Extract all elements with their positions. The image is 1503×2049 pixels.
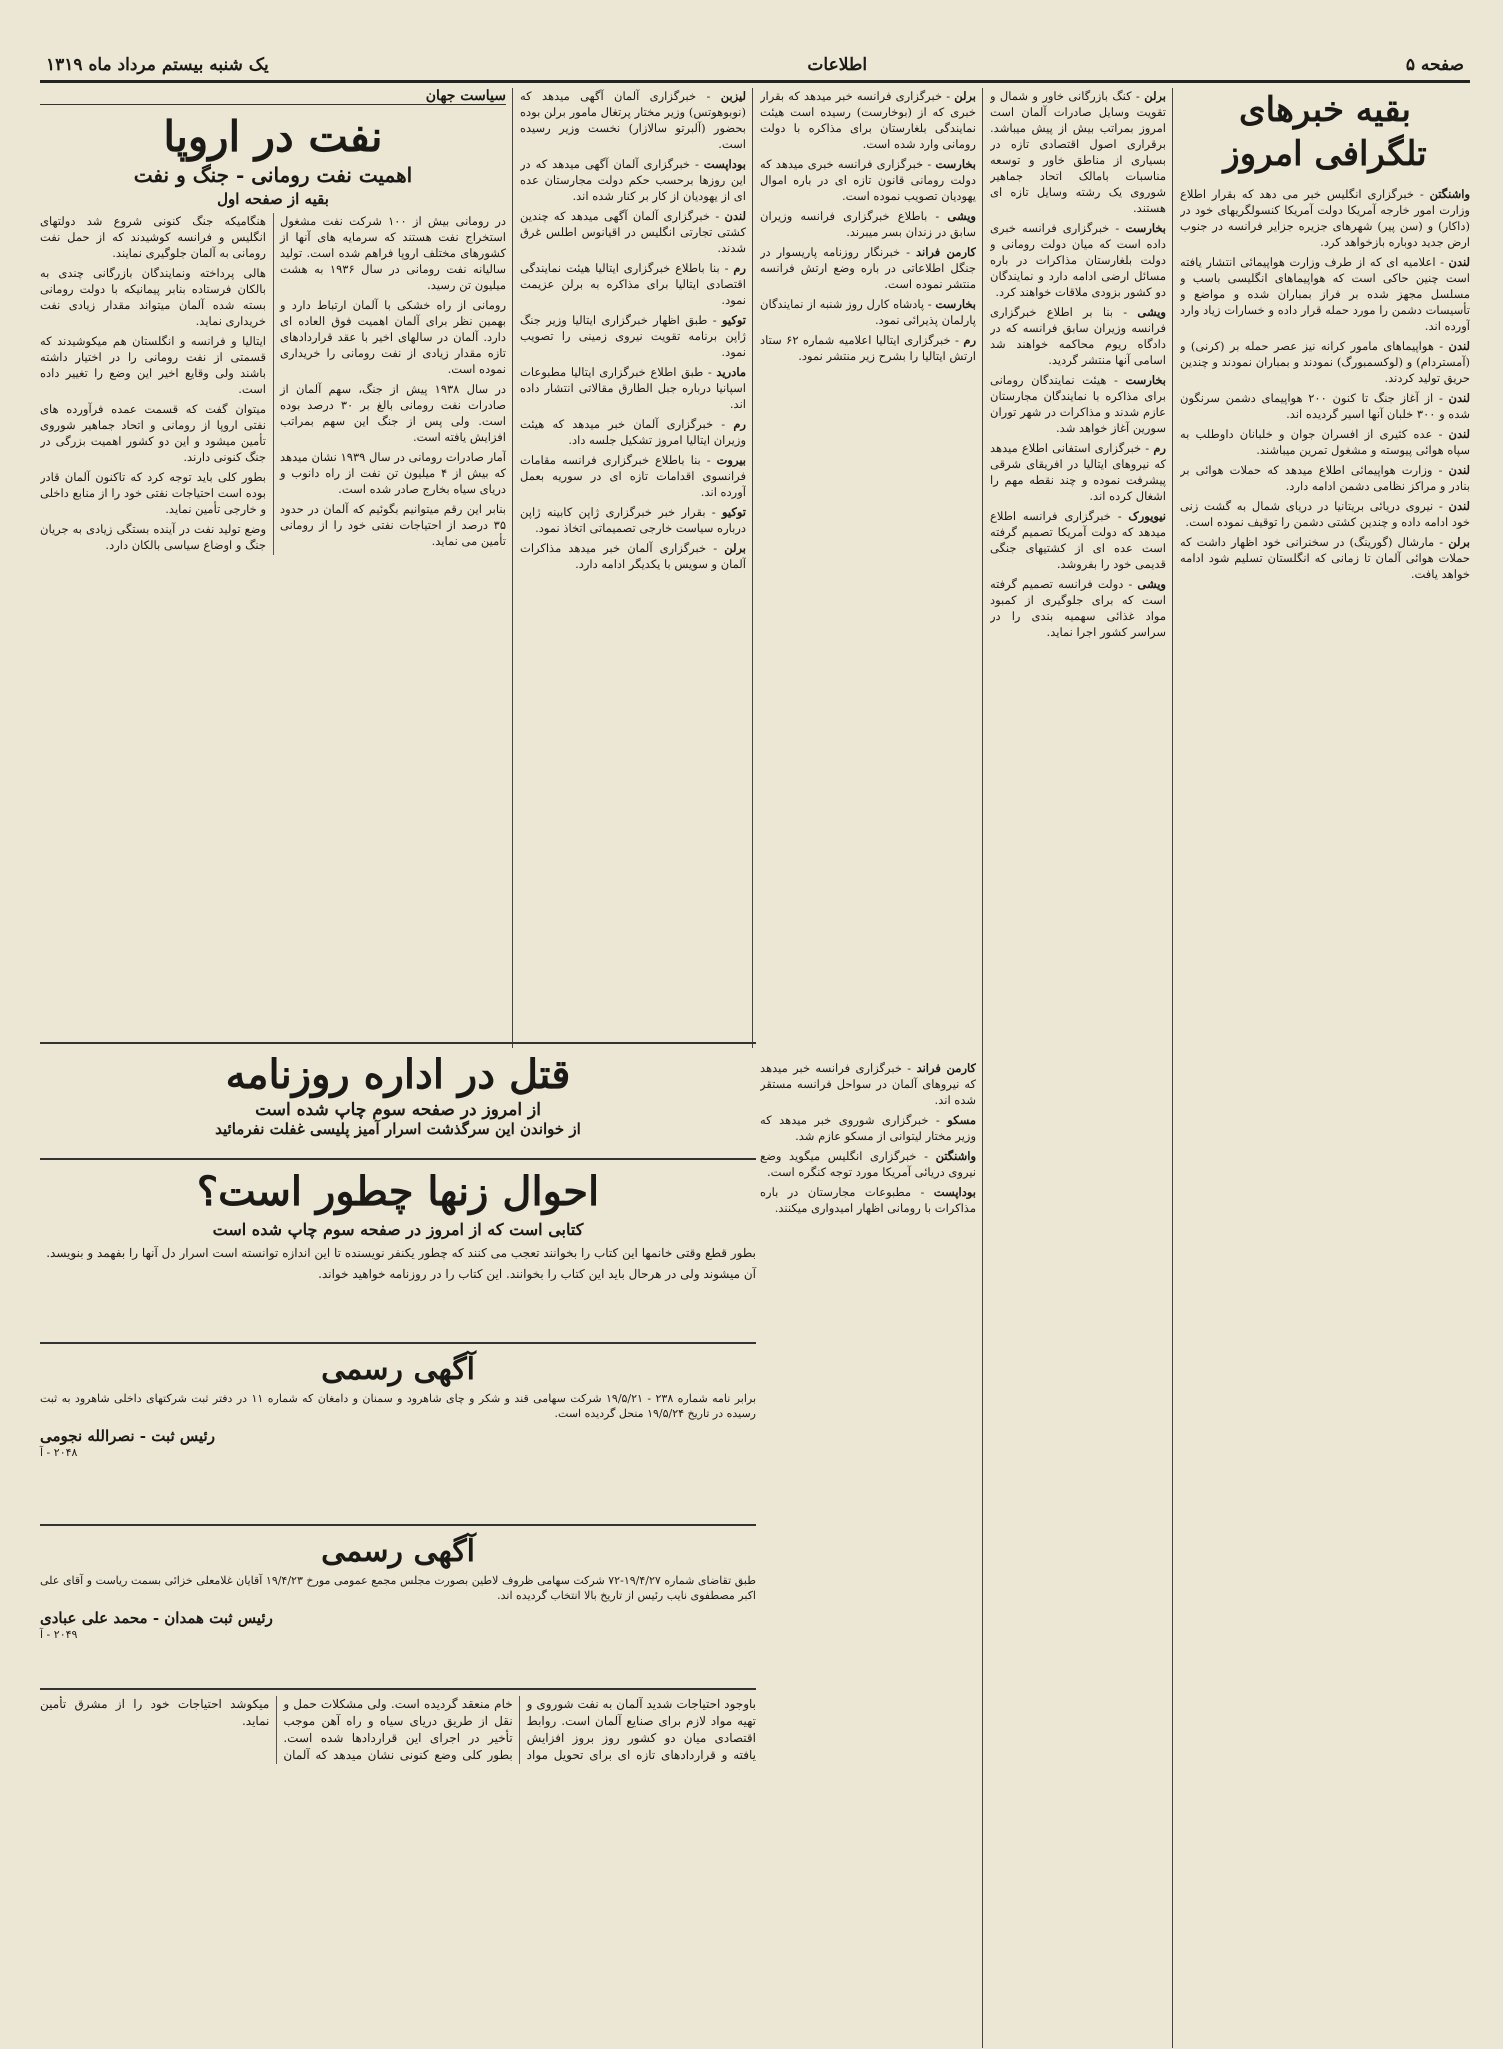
news-item: واشنگتن - خبرگزاری انگلیس خبر می دهد که بقرار اطلاع وزارت امور خارجه آمریکا دولت آمریکا کنسولگریهای خود در (داکار) و (سن پیر) شهرهای جزیره جزایر فرانسه در جنوب ارض جدید دوباره بازخواهد کرد. [1180, 187, 1470, 249]
women-subhead: کتابی است که از امروز در صفحه سوم چاپ شده است [212, 1220, 584, 1239]
news-text: باطلاع خبرگزاری فرانسه وزیران سابق در زندان بسر میبرند. [760, 209, 976, 239]
dateline: لندن [1448, 339, 1470, 353]
news-text: بنا باطلاع خبرگزاری ایتالیا هیئت نمایندگی اقتصادی ایتالیا برای مذاکره به برلن عزیمت نمود. [520, 261, 746, 307]
telegraph-column [1180, 88, 1470, 2048]
official-notice-1 [40, 1348, 756, 1518]
news-text: خبرنگار روزنامه پاریسوار در جنگل اطلاعاتی در باره وضع ارتش فرانسه منتشر نموده است. [760, 245, 976, 291]
news-item: بیروت - بنا باطلاع خبرگزاری فرانسه مقامات فرانسوی اقدامات تازه ای در سوریه بعمل آورده اند. [520, 453, 746, 499]
news-text: - خبرگزاری انگلیس میگوید وضع نیروی دریائی آمریکا مورد توجه کنگره است. [760, 1149, 976, 1179]
news-item: لندن - خبرگزاری آلمان آگهی میدهد که چندین کشتی تجارتی انگلیس در اقیانوس اطلس غرق شدند. [520, 209, 746, 255]
news-text: خبرگزاری فرانسه خبری داده است که میان دولت رومانی و دولت بلغارستان مذاکرات در باره مسائل ارضی ادامه دارد و نمایندگان دو کشور بزودی ملاقات خواهند کرد. [990, 221, 1166, 299]
women-paragraphs [40, 1245, 756, 1283]
news-text: بنا بر اطلاع خبرگزاری فرانسه وزیران سابق فرانسه که در دادگاه ریوم محاکمه خواهند شد اسامی آنها منتشر گردید. [990, 305, 1166, 367]
news-item: لندن - هواپیماهای مامور کرانه نیز عصر حمله بر (کرنی) و (آمستردام) و (لوکسمبورگ) نمودند و بمباران نمودند و چندین حریق تولید کردند. [1180, 339, 1470, 385]
paragraph: آن میشوند ولی در هرحال باید این کتاب را بخوانند. این کتاب را در روزنامه خواهید خواند. [318, 1267, 756, 1281]
dateline: برلن [724, 541, 746, 555]
news-item: رم - خبرگزاری آلمان خبر میدهد که هیئت وزیران ایتالیا امروز تشکیل جلسه داد. [520, 417, 746, 447]
notice-title: آگهی رسمی [321, 1534, 475, 1569]
dateline: لندن [1448, 255, 1470, 269]
official-notice-2 [40, 1530, 756, 1680]
dateline: لیزبن [720, 89, 746, 103]
telegraph-headline: بقیه خبرهای تلگرافی امروز [1223, 90, 1427, 174]
dateline: کارمن فراند [916, 1061, 976, 1075]
news-text: - خبرگزاری فرانسه خبر میدهد که نیروهای آلمان در سواحل فرانسه مستقر شده اند. [760, 1061, 976, 1107]
news-column-3-lower [760, 1060, 976, 2010]
dateline: ویشی [1137, 577, 1166, 591]
dateline: برلن [1144, 89, 1166, 103]
dateline: مادرید [716, 365, 746, 379]
news-column-4 [520, 88, 746, 1053]
dateline: بیروت [716, 453, 746, 467]
section-rule [40, 1158, 756, 1160]
news-text: خبرگزاری آلمان آگهی میدهد که (نوبوهوتس) وزیر مختار پرتغال مامور برلن بوده بحضور (آلبرتو سالازار) نخست وزیر رسیده است. [520, 89, 746, 151]
news-text: دولت فرانسه تصمیم گرفته است که برای جلوگیری از کمبود مواد غذائی سهمیه بندی را در سراسر کشور اجرا نماید. [990, 577, 1166, 639]
news-text: از آغاز جنگ تا کنون ۲۰۰ هواپیمای دشمن سرنگون شده و ۳۰۰ خلبان آنها اسیر گردیده اند. [1180, 391, 1470, 421]
section-rule [40, 1688, 756, 1690]
paragraph: بطور قطع وقتی خانمها این کتاب را بخوانند تعجب می کنند که چطور یکنفر نویسنده تا این اندازه توانسته است اسرار دل آنها را بفهمد و بنویسد. [46, 1246, 756, 1260]
news-item: لندن - عده کثیری از افسران جوان و خلبانان داوطلب به سپاه هوائی پیوسته و مشغول تمرین میباشند. [1180, 427, 1470, 457]
masthead [40, 50, 1470, 83]
news-text: - مطبوعات مجارستان در باره مذاکرات با رومانی اظهار امیدواری میکنند. [760, 1185, 976, 1215]
news-item [760, 1148, 976, 1180]
dateline: بوداپست [933, 1185, 976, 1199]
news-item: بخارست - خبرگزاری فرانسه خبری میدهد که دولت رومانی قانون تازه ای در باره اموال یهودیان تصویب نموده است. [760, 157, 976, 203]
news-item: رم - خبرگزاری ایتالیا اعلامیه شماره ۶۲ ستاد ارتش ایتالیا را بشرح زیر منتشر نمود. [760, 333, 976, 363]
news-item: نیویورک - خبرگزاری فرانسه اطلاع میدهد که دولت آمریکا تصمیم گرفته است عده ای از کشتیهای جنگی قدیمی خود را بفروشد. [990, 509, 1166, 571]
dateline: توکیو [721, 313, 746, 327]
section-rule [40, 1342, 756, 1344]
news-text: خبرگزاری فرانسه اطلاع میدهد که دولت آمریکا تصمیم گرفته است عده ای از کشتیهای جنگی قدیمی خود را بفروشد. [990, 509, 1166, 571]
paragraph: میتوان گفت که قسمت عمده فرآورده های نفتی اروپا از رومانی و اتحاد جماهیر شوروی تأمین میشود و این دو کشور اهمیت بزرگی در جنگ کنونی دارند. [40, 402, 266, 464]
news-item: برلن - کنگ بازرگانی خاور و شمال و تقویت وسایل صادرات آلمان است امروز بمراتب بیش از پیش میباشد. برقراری اصول اقتصادی تازه در بسیاری از مناطق خاور و توسعه مناسبات بامالک اتحاد جماهیر شوروی یک رشته وسایل تازه ای هستند. [990, 89, 1166, 215]
col4-items [520, 88, 746, 572]
paragraph: در رومانی بیش از ۱۰۰ شرکت نفت مشغول استخراج نفت هستند که سرمایه های آنها از کشورهای مختلف اروپا فراهم شده است. تولید سالیانه نفت رومانی در سال ۱۹۳۶ به هشت میلیون تن رسید. [280, 214, 506, 292]
news-item: توکیو - بقرار خبر خبرگزاری ژاپن کابینه ژاپن درباره سیاست خارجی تصمیماتی اتخاذ نمود. [520, 505, 746, 535]
dateline: لندن [1448, 427, 1470, 441]
news-column-3 [760, 88, 976, 1053]
dateline: لندن [1448, 391, 1470, 405]
news-item: لندن - وزارت هواپیمائی اطلاع میدهد که حملات هوائی بر بنادر و مراکز نظامی دشمن ادامه دارد. [1180, 463, 1470, 493]
dateline: بخارست [935, 297, 976, 311]
dateline: رم [963, 333, 976, 347]
dateline: رم [733, 417, 746, 431]
news-item: توکیو - طبق اظهار خبرگزاری ایتالیا وزیر جنگ ژاپن برنامه تقویت نیروی زمینی را تصویب نمود. [520, 313, 746, 359]
notice-title: آگهی رسمی [321, 1352, 475, 1387]
news-item: کارمن فراند - خبرنگار روزنامه پاریسوار در جنگل اطلاعاتی در باره وضع ارتش فرانسه منتشر نموده است. [760, 245, 976, 291]
news-item: بخارست - خبرگزاری فرانسه خبری داده است که میان دولت رومانی و دولت بلغارستان مذاکرات در باره مسائل ارضی ادامه دارد و نمایندگان دو کشور بزودی ملاقات خواهند کرد. [990, 221, 1166, 299]
oil-paragraphs [40, 213, 506, 555]
news-text: هیئت نمایندگان رومانی برای مذاکره با نمایندگان مجارستان عازم شدند و مذاکرات در شهر توران سورین آغاز خواهد شد. [990, 373, 1166, 435]
dateline: ویشی [1137, 305, 1166, 319]
women-headline: احوال زنها چطور است؟ [196, 1168, 600, 1215]
news-text: مارشال (گورینگ) در سخنرانی خود اظهار داشت که حملات هوائی آلمان تا زمانی که انگلستان تسلیم شود ادامه خواهد یافت. [1180, 535, 1470, 581]
section-rule [40, 1524, 756, 1526]
section-label: سیاست جهان [40, 88, 506, 105]
paragraph: ایتالیا و فرانسه و انگلستان هم میکوشیدند که قسمتی از نفت رومانی را در اختیار داشته باشند ولی وقایع اخیر این وضع را تغییر داده است. [40, 334, 266, 396]
col3-items [760, 88, 976, 364]
murder-line2: از خواندن این سرگذشت اسرار آمیز پلیسی غفلت نفرمائید [215, 1120, 581, 1138]
oil-headline: نفت در اروپا [163, 112, 383, 161]
dateline: رم [733, 261, 746, 275]
news-item: لندن - از آغاز جنگ تا کنون ۲۰۰ هواپیمای دشمن سرنگون شده و ۳۰۰ خلبان آنها اسیر گردیده اند. [1180, 391, 1470, 421]
column-divider [752, 88, 753, 1048]
dateline: رم [1153, 441, 1166, 455]
news-text: وزارت هواپیمائی اطلاع میدهد که حملات هوائی بر بنادر و مراکز نظامی دشمن ادامه دارد. [1180, 463, 1470, 493]
news-text: خبرگزاری فرانسه خبری میدهد که دولت رومانی قانون تازه ای در باره اموال یهودیان تصویب نموده است. [760, 157, 976, 203]
news-text: خبرگزاری آلمان خبر میدهد که هیئت وزیران ایتالیا امروز تشکیل جلسه داد. [520, 417, 746, 447]
dateline: توکیو [721, 505, 746, 519]
notice-signature: رئیس ثبت همدان - محمد علی عبادی [40, 1609, 273, 1627]
paragraph: هنگامیکه جنگ کنونی شروع شد دولتهای انگلیس و فرانسه کوشیدند که از حمل نفت رومانی به آلمان جلوگیری نمایند. [40, 214, 266, 260]
news-text: خبرگزاری ایتالیا اعلامیه شماره ۶۲ ستاد ارتش ایتالیا را بشرح زیر منتشر نمود. [760, 333, 976, 363]
murder-promo [40, 1050, 756, 1150]
column-divider [982, 88, 983, 2048]
news-item: ویشی - باطلاع خبرگزاری فرانسه وزیران سابق در زندان بسر میبرند. [760, 209, 976, 239]
news-text: کنگ بازرگانی خاور و شمال و تقویت وسایل صادرات آلمان است امروز بمراتب بیش از پیش میباشد. برقراری اصول اقتصادی تازه در بسیاری از مناطق خاور و توسعه مناسبات بامالک اتحاد جماهیر شوروی یک رشته وسایل تازه ای هستند. [990, 89, 1166, 215]
telegraph-items [1180, 186, 1470, 582]
issue-date: یک شنبه بیستم مرداد ماه ۱۳۱۹ [46, 55, 269, 75]
news-item: برلن - خبرگزاری فرانسه خبر میدهد که بقرار خبری که از (بوخارست) رسیده است هیئت نمایندگی بلغارستان برای مذاکره با دولت رومانی وارد شده است. [760, 89, 976, 151]
news-text: - خبرگزاری شوروی خبر میدهد که وزیر مختار لیتوانی از مسکو عازم شد. [760, 1113, 976, 1143]
women-promo [40, 1166, 756, 1336]
paper-name: اطلاعات [807, 55, 868, 75]
dateline: لندن [1448, 499, 1470, 513]
notice-signature: رئیس ثبت - نصرالله نجومی [40, 1427, 215, 1445]
murder-line1: از امروز در صفحه سوم چاپ شده است [255, 1100, 541, 1120]
dateline: واشنگتن [935, 1149, 976, 1163]
murder-headline: قتل در اداره روزنامه [225, 1051, 571, 1098]
news-text: طبق اظهار خبرگزاری ایتالیا وزیر جنگ ژاپن برنامه تقویت نیروی زمینی را تصویب نمود. [520, 313, 746, 359]
news-text: خبرگزاری استفانی اطلاع میدهد که نیروهای ایتالیا در افریقای شرقی پیشرفت نموده و چند نقطه مهم را اشغال کرده اند. [990, 441, 1166, 503]
paragraph: بطور کلی باید توجه کرد که تاکنون آلمان قادر بوده است احتیاجات نفتی خود را از منابع داخلی و خارجی تأمین نماید. [40, 470, 266, 516]
news-text: بقرار خبر خبرگزاری ژاپن کابینه ژاپن درباره سیاست خارجی تصمیماتی اتخاذ نمود. [520, 505, 746, 535]
news-item: بوداپست - خبرگزاری آلمان آگهی میدهد که در این روزها برحسب حکم دولت مجارستان عده ای از یهودیان از کار بر کنار شده اند. [520, 157, 746, 203]
dateline: بخارست [1125, 221, 1166, 235]
news-item: برلن - خبرگزاری آلمان خبر میدهد مذاکرات آلمان و سویس با یکدیگر ادامه دارد. [520, 541, 746, 571]
paragraph: رومانی از راه خشکی با آلمان ارتباط دارد و بهمین نظر برای آلمان اهمیت فوق العاده ای دارد. آلمان در سالهای اخیر با عقد قراردادهای تازه مقدار زیادی از نفت رومانی را خریداری نموده است. [280, 298, 506, 376]
col2-items [990, 88, 1166, 640]
dateline: بوداپست [703, 157, 746, 171]
news-item [760, 1060, 976, 1108]
paragraph: در سال ۱۹۳۸ پیش از جنگ، سهم آلمان از صادرات نفت رومانی بالغ بر ۳۰ درصد بوده است. ولی پس از جنگ این سهم بمراتب افزایش یافته است. [280, 382, 506, 444]
dateline: بخارست [1125, 373, 1166, 387]
news-text: بنا باطلاع خبرگزاری فرانسه مقامات فرانسوی اقدامات تازه ای در سوریه بعمل آورده اند. [520, 453, 746, 499]
news-item: رم - بنا باطلاع خبرگزاری ایتالیا هیئت نمایندگی اقتصادی ایتالیا برای مذاکره به برلن عزیمت نمود. [520, 261, 746, 307]
oil-subheadline: اهمیت نفت رومانی - جنگ و نفت [133, 163, 413, 187]
news-item: مادرید - طبق اطلاع خبرگزاری ایتالیا مطبوعات اسپانیا درباره جبل الطارق مقالاتی انتشار داده اند. [520, 365, 746, 411]
dateline: برلن [954, 89, 976, 103]
dateline: لندن [1448, 463, 1470, 477]
news-item: برلن - مارشال (گورینگ) در سخنرانی خود اظهار داشت که حملات هوائی آلمان تا زمانی که انگلستان تسلیم شود ادامه خواهد یافت. [1180, 535, 1470, 581]
news-text: خبرگزاری فرانسه خبر میدهد که بقرار خبری که از (بوخارست) رسیده است هیئت نمایندگی بلغارستان برای مذاکره با دولت رومانی وارد شده است. [760, 89, 976, 151]
paragraph: وضع تولید نفت در آینده بستگی زیادی به جریان جنگ و اوضاع سیاسی بالکان دارد. [40, 522, 266, 552]
notice-code: ۲۰۴۸ - آ [40, 1446, 78, 1459]
news-text: نیروی دریائی بریتانیا در دریای شمال به گشت زنی خود ادامه داده و چندین کشتی دشمن را توقیف نموده است. [1180, 499, 1470, 529]
news-item: لندن - اعلامیه ای که از طرف وزارت هواپیمائی انتشار یافته است چنین حاکی است که هواپیماهای انگلیسی باسب و مسلسل مجهز شده بر فراز بمباران شده و مواضع و تأسیسات دشمن را مورد حمله قرار داده و خسارات زیاد وارد آورده اند. [1180, 255, 1470, 333]
paragraph: هالی پرداخته ونمایندگان بازرگانی چندی به بالکان فرستاده بنابر پیمانیکه با دولت رومانی بسته شده آلمان میتواند مقدار زیادی نفت خریداری نماید. [40, 266, 266, 328]
news-item [760, 1112, 976, 1144]
news-text: پادشاه کارل روز شنبه از نمایندگان پارلمان پذیرائی نمود. [760, 297, 976, 327]
news-text: اعلامیه ای که از طرف وزارت هواپیمائی انتشار یافته است چنین حاکی است که هواپیماهای انگلیسی باسب و مسلسل مجهز شده بر فراز بمباران شده و مواضع و تأسیسات دشمن را مورد حمله قرار داده و خسارات زیاد وارد آورده اند. [1180, 255, 1470, 333]
news-item: رم - خبرگزاری استفانی اطلاع میدهد که نیروهای ایتالیا در افریقای شرقی پیشرفت نموده و چند نقطه مهم را اشغال کرده اند. [990, 441, 1166, 503]
news-item: لیزبن - خبرگزاری آلمان آگهی میدهد که (نوبوهوتس) وزیر مختار پرتغال مامور برلن بوده بحضور (آلبرتو سالازار) نخست وزیر رسیده است. [520, 89, 746, 151]
news-item: لندن - نیروی دریائی بریتانیا در دریای شمال به گشت زنی خود ادامه داده و چندین کشتی دشمن را توقیف نموده است. [1180, 499, 1470, 529]
dateline: برلن [1448, 535, 1470, 549]
notice-text: طبق تقاضای شماره ۱۹/۴/۲۷-۷۲ شرکت سهامی ظروف لاطین بصورت مجلس مجمع عمومی مورخ ۱۹/۴/۲۳ آقایان غلامعلی خزائی بسمت ریاست و آقای علی اکبر مصطفوی نایب رئیس از تاریخ بالا انتخاب گردیده اند. [40, 1574, 756, 1602]
news-text: خبرگزاری آلمان آگهی میدهد که در این روزها برحسب حکم دولت مجارستان عده ای از یهودیان از کار بر کنار شده اند. [520, 157, 746, 203]
column-divider [512, 88, 513, 1048]
dateline: ویشی [947, 209, 976, 223]
col3-lower-items [760, 1060, 976, 1216]
paragraph: آمار صادرات رومانی در سال ۱۹۳۹ نشان میدهد که بیش از ۴ میلیون تن نفت از راه دانوب و دریای سیاه بخارج صادر شده است. [280, 450, 506, 496]
dateline: مسکو [947, 1113, 976, 1127]
paragraph: بنابر این رقم میتوانیم بگوئیم که آلمان در حدود ۳۵ درصد از احتیاجات نفتی خود را از رومانی تأمین می نماید. [280, 502, 506, 548]
news-text: خبرگزاری آلمان آگهی میدهد که چندین کشتی تجارتی انگلیس در اقیانوس اطلس غرق شدند. [520, 209, 746, 255]
news-column-2 [990, 88, 1166, 2048]
column-divider [1172, 88, 1173, 2048]
oil-continuation: بقیه از صفحه اول [217, 190, 329, 208]
section-rule [40, 1042, 756, 1044]
dateline: کارمن فراند [915, 245, 976, 259]
news-text: خبرگزاری آلمان خبر میدهد مذاکرات آلمان و سویس با یکدیگر ادامه دارد. [520, 541, 746, 571]
dateline: لندن [724, 209, 746, 223]
news-text: طبق اطلاع خبرگزاری ایتالیا مطبوعات اسپانیا درباره جبل الطارق مقالاتی انتشار داده اند. [520, 365, 746, 411]
news-item: ویشی - بنا بر اطلاع خبرگزاری فرانسه وزیران سابق فرانسه که در دادگاه ریوم محاکمه خواهند شد اسامی آنها منتشر گردید. [990, 305, 1166, 367]
news-text: خبرگزاری انگلیس خبر می دهد که بقرار اطلاع وزارت امور خارجه آمریکا دولت آمریکا کنسولگریهای خود در (داکار) و (سن پیر) شهرهای جزیره جزایر فرانسه در جنوب ارض جدید دوباره بازخواهد کرد. [1180, 187, 1470, 249]
notice-code: ۲۰۴۹ - آ [40, 1628, 78, 1641]
news-text: عده کثیری از افسران جوان و خلبانان داوطلب به سپاه هوائی پیوسته و مشغول تمرین میباشند. [1180, 427, 1470, 457]
dateline: بخارست [935, 157, 976, 171]
bottom-text: باوجود احتیاجات شدید آلمان به نفت شوروی و تهیه مواد لازم برای صنایع آلمان است. روابط اقتصادی میان دو کشور روز بروز افزایش یافته و قراردادهای تازه ای برای تحویل مواد خام منعقد گردیده است. ولی مشکلات حمل و نقل از طریق دریای سیاه و راه آهن موجب تأخیر در اجرای این قراردادها شده است. بطور کلی وضع کنونی نشان میدهد که آلمان میکوشد احتیاجات خود را از مشرق تأمین نماید. [40, 1697, 756, 1762]
news-item: بخارست - هیئت نمایندگان رومانی برای مذاکره با نمایندگان مجارستان عازم شدند و مذاکرات در شهر توران سورین آغاز خواهد شد. [990, 373, 1166, 435]
page-number: صفحه ۵ [1405, 55, 1464, 75]
news-item: بخارست - پادشاه کارل روز شنبه از نمایندگان پارلمان پذیرائی نمود. [760, 297, 976, 327]
dateline: نیویورک [1128, 509, 1166, 523]
dateline: واشنگتن [1429, 187, 1470, 201]
news-text: هواپیماهای مامور کرانه نیز عصر حمله بر (کرنی) و (آمستردام) و (لوکسمبورگ) نمودند و بمباران نمودند و چندین حریق تولید کردند. [1180, 339, 1470, 385]
news-item [760, 1184, 976, 1216]
oil-article [40, 88, 506, 1038]
news-item: ویشی - دولت فرانسه تصمیم گرفته است که برای جلوگیری از کمبود مواد غذائی سهمیه بندی را در سراسر کشور اجرا نماید. [990, 577, 1166, 639]
notice-text: برابر نامه شماره ۲۳۸ - ۱۹/۵/۲۱ شرکت سهامی قند و شکر و چای شاهرود و سمنان و دامغان که شماره ۱۱ در دفتر ثبت شرکتهای داخلی شاهرود به ثبت رسیده در تاریخ ۱۹/۵/۲۴ منحل گردیده است. [40, 1392, 757, 1420]
bottom-article [40, 1696, 756, 2016]
